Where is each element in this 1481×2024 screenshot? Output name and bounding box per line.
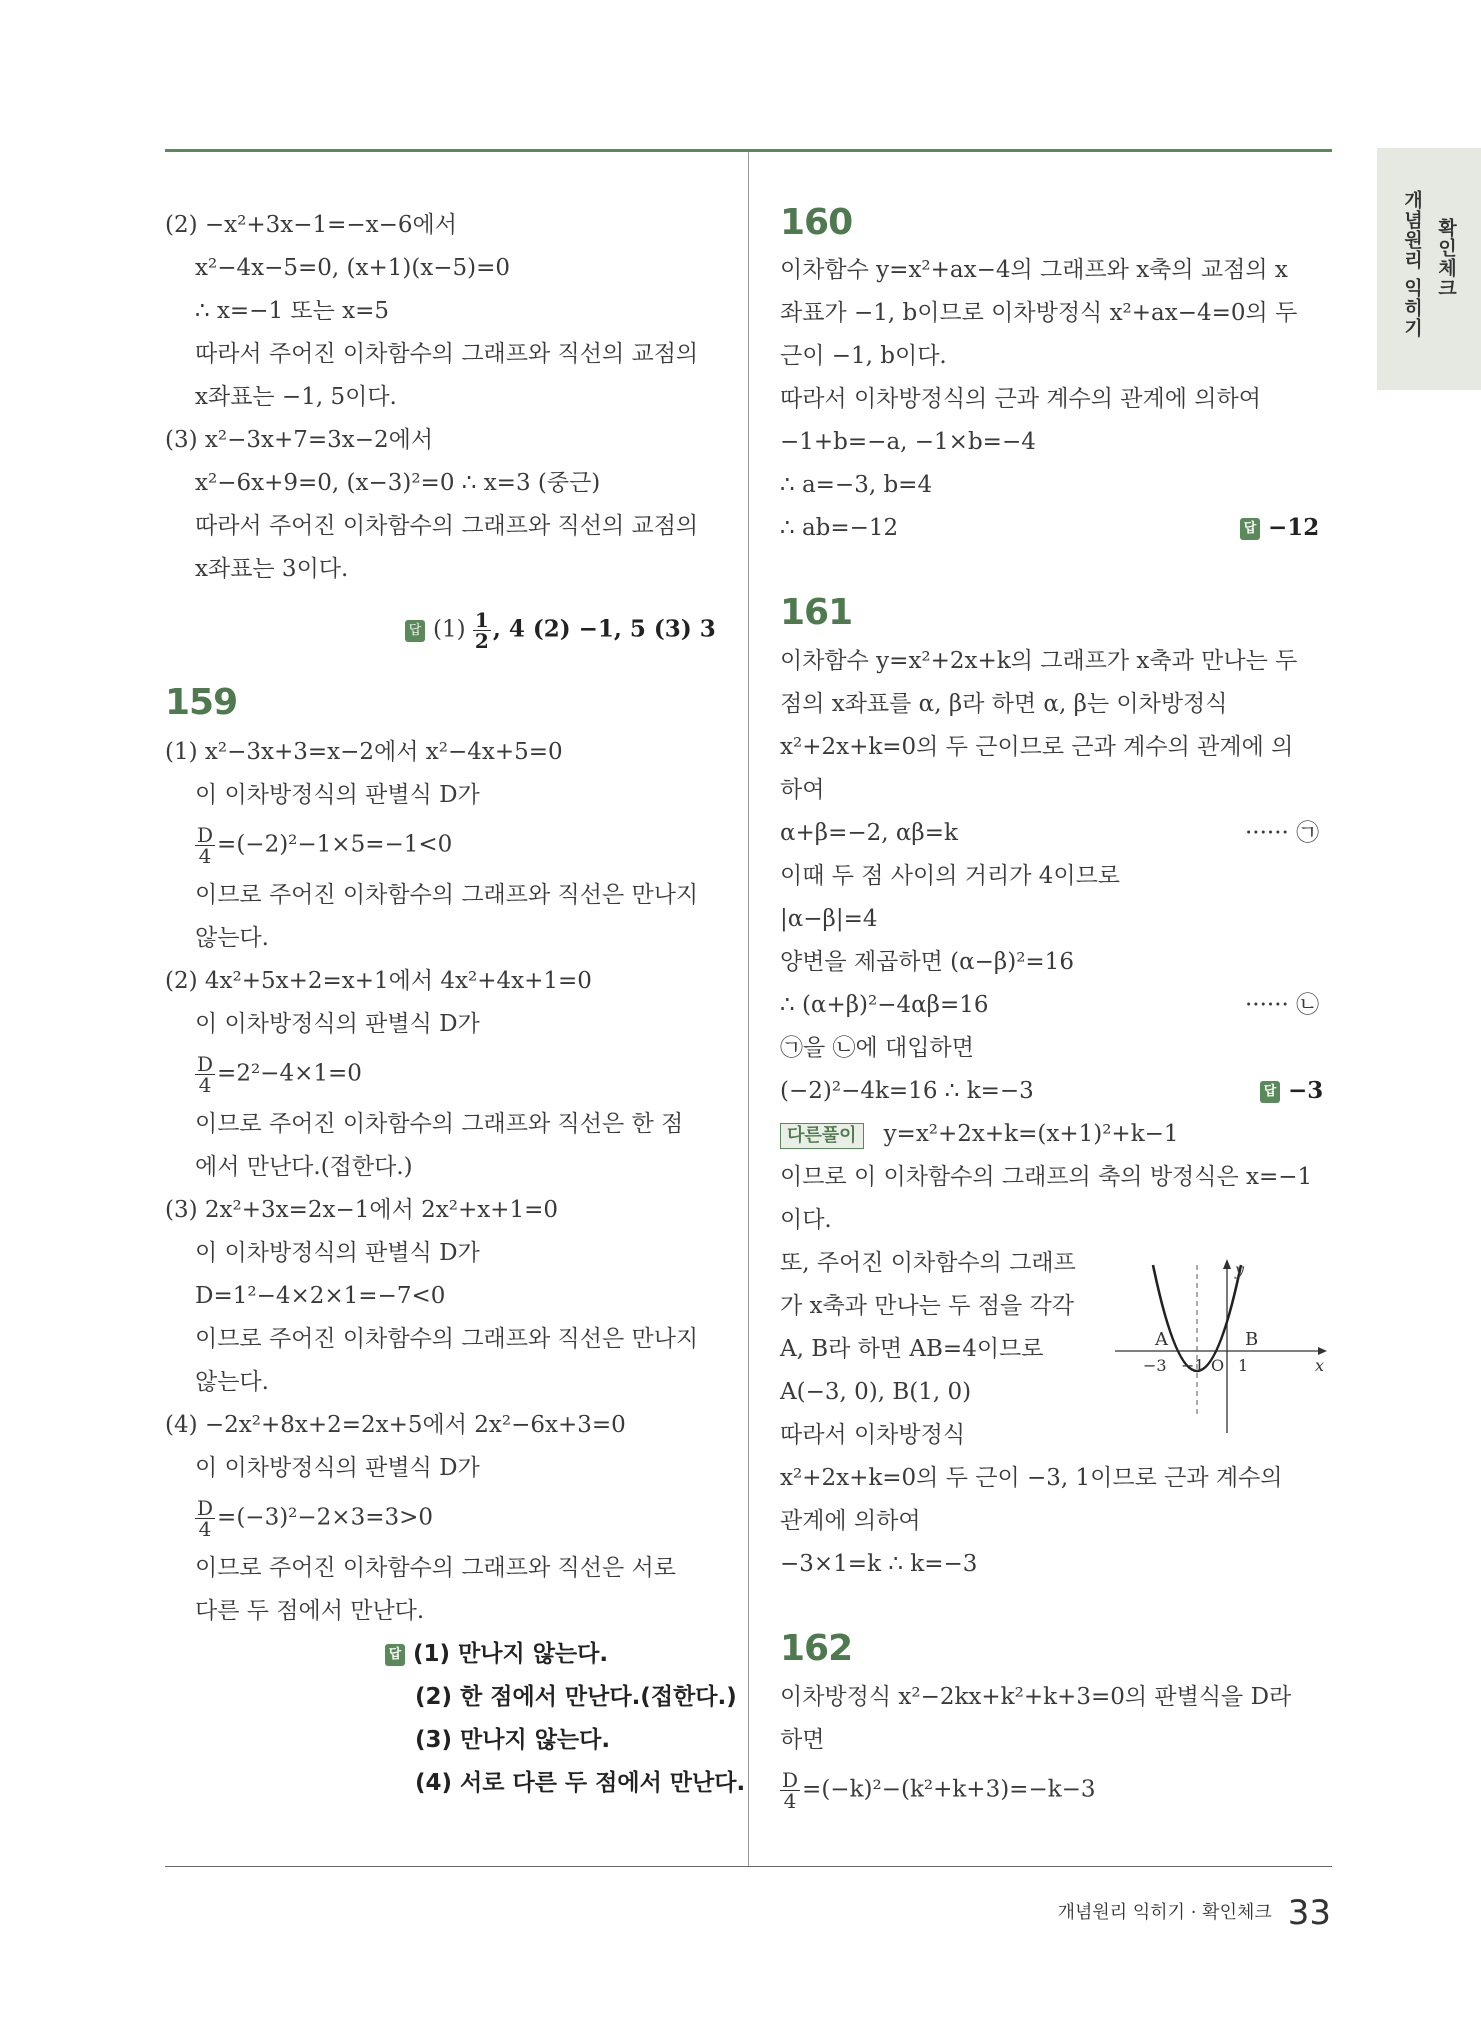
line: 따라서 이차방정식 — [780, 1422, 966, 1448]
line: 이차함수 y=x²+ax−4의 그래프와 x축의 교점의 x — [780, 257, 1288, 283]
fraction-line: $\frac{D}{4}$ =(−2)²−1×5=−1<0 — [197, 823, 453, 868]
line: (1) x²−3x+3=x−2에서 x²−4x+5=0 — [165, 739, 563, 765]
line: 하면 — [780, 1727, 825, 1753]
parabola-graph — [1115, 1255, 1335, 1435]
answer-161: 답 −3 — [1260, 1076, 1323, 1106]
line: ∴ ab=−12 — [780, 515, 899, 541]
point-b-label: B — [1245, 1329, 1259, 1350]
line: 이 이차방정식의 판별식 D가 — [195, 1011, 480, 1037]
side-tab-label-1: 확인체크 — [1435, 218, 1457, 298]
line: x²−4x−5=0, (x+1)(x−5)=0 — [195, 255, 511, 281]
line: 이차함수 y=x²+2x+k의 그래프가 x축과 만나는 두 — [780, 648, 1298, 674]
problem-number-162: 162 — [780, 1628, 853, 1669]
line: 않는다. — [195, 925, 269, 951]
fraction-line: $\frac{D}{4}$ =2²−4×1=0 — [197, 1052, 362, 1097]
line: −3×1=k ∴ k=−3 — [780, 1551, 978, 1577]
fraction-line: $\frac{D}{4}$ =(−k)²−(k²+k+3)=−k−3 — [782, 1768, 1096, 1813]
line: 이므로 주어진 이차함수의 그래프와 직선은 만나지 — [195, 882, 699, 908]
line: 이 이차방정식의 판별식 D가 — [195, 1240, 480, 1266]
line: 따라서 주어진 이차함수의 그래프와 직선의 교점의 — [195, 513, 699, 539]
line: (−2)²−4k=16 ∴ k=−3 — [780, 1078, 1034, 1104]
line: x²+2x+k=0의 두 근이므로 근과 계수의 관계에 의 — [780, 734, 1294, 760]
answer-icon: 답 — [1260, 1081, 1280, 1103]
footer-text: 개념원리 익히기 · 확인체크 — [1057, 1902, 1272, 1923]
line: 가 x축과 만나는 두 점을 각각 — [780, 1293, 1074, 1319]
origin-label: O — [1211, 1356, 1225, 1375]
line: ㉠을 ㉡에 대입하면 — [780, 1035, 974, 1061]
line: A, B라 하면 AB=4이므로 — [780, 1336, 1044, 1362]
line: 따라서 주어진 이차함수의 그래프와 직선의 교점의 — [195, 341, 699, 367]
line: 좌표가 −1, b이므로 이차방정식 x²+ax−4=0의 두 — [780, 300, 1298, 326]
answer-icon: 답 — [1240, 518, 1260, 540]
point-a-label: A — [1155, 1329, 1168, 1350]
line: x좌표는 3이다. — [195, 556, 349, 582]
answer-159-4: (4) 서로 다른 두 점에서 만난다. — [415, 1770, 746, 1796]
line: 않는다. — [195, 1369, 269, 1395]
line: (3) 2x²+3x=2x−1에서 2x²+x+1=0 — [165, 1197, 558, 1223]
line: 하여 — [780, 777, 825, 803]
line: 양변을 제곱하면 (α−β)²=16 — [780, 949, 1074, 975]
answer-158: 답 (1) $\frac{1}{2}$ , 4 (2) −1, 5 (3) 3 — [405, 610, 716, 651]
line: 이므로 주어진 이차함수의 그래프와 직선은 만나지 — [195, 1326, 699, 1352]
line: 이다. — [780, 1207, 832, 1233]
line: 점의 x좌표를 α, β라 하면 α, β는 이차방정식 — [780, 691, 1228, 717]
tick-minus-1: −1 — [1181, 1356, 1205, 1375]
line: ∴ a=−3, b=4 — [780, 472, 933, 498]
answer-icon: 답 — [385, 1644, 405, 1666]
line: 이 이차방정식의 판별식 D가 — [195, 1455, 480, 1481]
line: (2) −x²+3x−1=−x−6에서 — [165, 212, 457, 238]
fraction-line: $\frac{D}{4}$ =(−3)²−2×3=3>0 — [197, 1496, 434, 1541]
line: 이차방정식 x²−2kx+k²+k+3=0의 판별식을 D라 — [780, 1684, 1292, 1710]
column-divider — [748, 152, 749, 1867]
line: 다른 두 점에서 만난다. — [195, 1598, 425, 1624]
answer-159-1: 답 (1) 만나지 않는다. — [385, 1639, 608, 1669]
side-tab-label-2: 개념원리 익히기 — [1401, 190, 1423, 338]
tick-1: 1 — [1238, 1356, 1249, 1375]
line: 이 이차방정식의 판별식 D가 — [195, 782, 480, 808]
page-footer — [1058, 1893, 1331, 1933]
line: 에서 만난다.(접한다.) — [195, 1154, 413, 1180]
line: 이므로 이 이차함수의 그래프의 축의 방정식은 x=−1 — [780, 1164, 1313, 1190]
line: x²−6x+9=0, (x−3)²=0 ∴ x=3 (중근) — [195, 470, 601, 496]
tick-minus-3: −3 — [1143, 1356, 1167, 1375]
side-tab — [1377, 148, 1481, 390]
bottom-rule — [165, 1866, 1332, 1867]
line: 관계에 의하여 — [780, 1508, 921, 1534]
equation-tag: ······ ㉡ — [1245, 992, 1320, 1018]
line: ∴ x=−1 또는 x=5 — [195, 298, 390, 324]
answer-icon: 답 — [405, 620, 425, 642]
line: (3) x²−3x+7=3x−2에서 — [165, 427, 434, 453]
answer-159-3: (3) 만나지 않는다. — [415, 1727, 611, 1753]
line: −1+b=−a, −1×b=−4 — [780, 429, 1036, 455]
equation-tag: ······ ㉠ — [1245, 820, 1320, 846]
alt-solution-badge: 다른풀이 — [780, 1123, 864, 1149]
line: 근이 −1, b이다. — [780, 343, 947, 369]
line: 이므로 주어진 이차함수의 그래프와 직선은 서로 — [195, 1555, 676, 1581]
axis-x-label: x — [1315, 1356, 1325, 1375]
answer-160: 답 −12 — [1240, 513, 1319, 543]
line: 이므로 주어진 이차함수의 그래프와 직선은 한 점 — [195, 1111, 684, 1137]
problem-number-160: 160 — [780, 202, 853, 243]
line: x좌표는 −1, 5이다. — [195, 384, 397, 410]
answer-159-2: (2) 한 점에서 만난다.(접한다.) — [415, 1684, 737, 1710]
line: A(−3, 0), B(1, 0) — [780, 1379, 972, 1405]
line: (2) 4x²+5x+2=x+1에서 4x²+4x+1=0 — [165, 968, 592, 994]
line: α+β=−2, αβ=k — [780, 820, 958, 846]
line: 이때 두 점 사이의 거리가 4이므로 — [780, 863, 1121, 889]
line: 따라서 이차방정식의 근과 계수의 관계에 의하여 — [780, 386, 1261, 412]
page-number: 33 — [1287, 1893, 1331, 1933]
line: (4) −2x²+8x+2=2x+5에서 2x²−6x+3=0 — [165, 1412, 626, 1438]
problem-number-161: 161 — [780, 592, 853, 633]
line: ∴ (α+β)²−4αβ=16 — [780, 992, 989, 1018]
axis-y-label: y — [1235, 1260, 1245, 1279]
line: 또, 주어진 이차함수의 그래프 — [780, 1250, 1076, 1276]
problem-number-159: 159 — [165, 682, 238, 723]
line: |α−β|=4 — [780, 906, 878, 932]
line: D=1²−4×2×1=−7<0 — [195, 1283, 446, 1309]
alt-solution-line: 다른풀이 y=x²+2x+k=(x+1)²+k−1 — [780, 1119, 1179, 1149]
line: x²+2x+k=0의 두 근이 −3, 1이므로 근과 계수의 — [780, 1465, 1283, 1491]
